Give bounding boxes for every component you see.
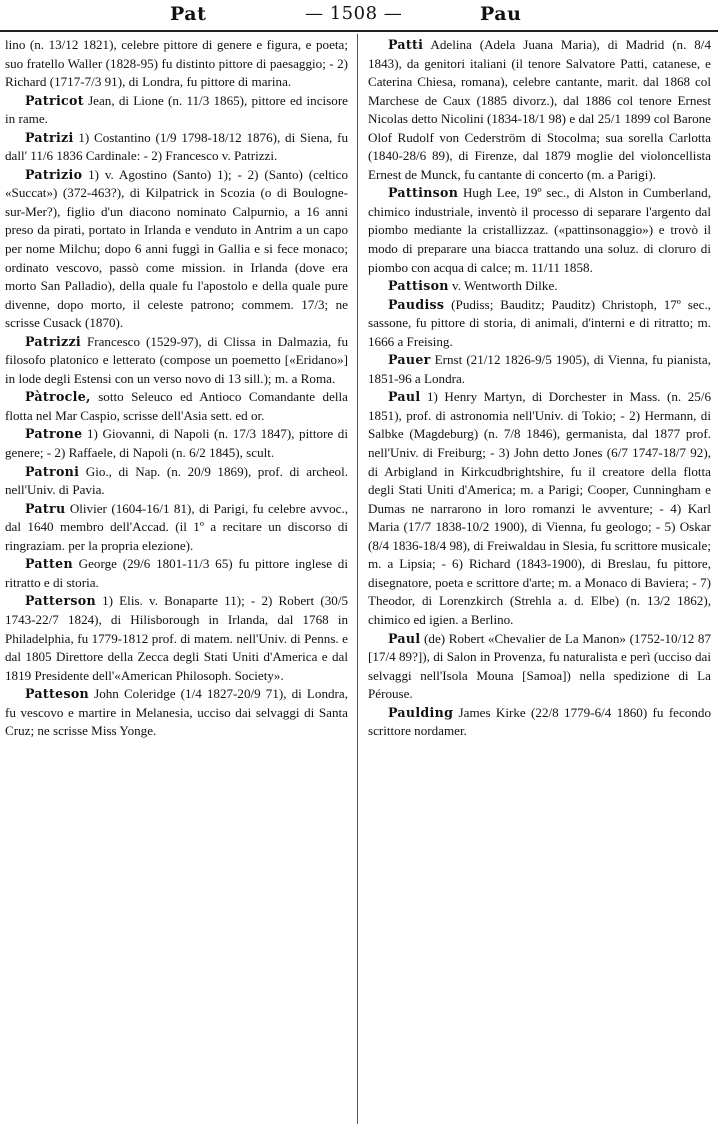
entry-text: 1) Giovanni, di Napoli (n. 17/3 1847), pittore di genere; - 2) Raffaele, di Napoli (n. 6/2 1845), scult. <box>5 426 348 461</box>
entry-patrizio <box>5 166 348 333</box>
entry-headword: Patrizio <box>25 166 83 182</box>
entry-headword: Patrizi <box>25 129 74 145</box>
page-header <box>0 0 718 30</box>
entry-headword: Pàtrocle, <box>25 389 91 405</box>
entry-patricot <box>5 92 348 129</box>
entry-patti <box>368 36 711 184</box>
entry-paudiss <box>368 296 711 352</box>
entry-text: James Kirke (22/8 1779-6/4 1860) fu fecondo scrittore nordamer. <box>368 704 711 739</box>
entry-headword: Pauer <box>388 352 431 368</box>
entry-patrocle <box>5 388 348 425</box>
entry-patrizzi <box>5 333 348 389</box>
header-right-guideword: Pau <box>480 3 522 25</box>
entry-text: Francesco (1529-97), di Clissa in Dalmazia, fu filosofo platonico e letterato (compose un poemetto [«Eridano»] in lode degli Estensi con un verso novo di 13 sill.); m. a Roma. <box>5 333 348 386</box>
entry-headword: Paul <box>388 630 421 646</box>
entry-patroni <box>5 463 348 500</box>
entry-text: Hugh Lee, 19º sec., di Alston in Cumberland, chimico industriale, inventò il processo di separare l'argento dal piombo mediante la cristallizzaz. («pattinsonaggio») e trovò il modo di preparare una biacca trattando una soluz. di cloruro di piombo con acqua di calce; m. 11/11 1858. <box>368 185 711 275</box>
entry-text: (Pudiss; Bauditz; Pauditz) Christoph, 17º sec., sassone, fu pittore di storia, di animali, d'interni e di ritratto; m. 1666 a Freising. <box>368 296 711 349</box>
entry-headword: Paul <box>388 389 421 405</box>
header-rule <box>0 30 718 32</box>
entry-headword: Paulding <box>388 704 454 720</box>
entry-patrone <box>5 425 348 462</box>
entry-headword: Patru <box>25 500 66 516</box>
entry-headword: Patrone <box>25 426 83 442</box>
entry-text: (de) Robert «Chevalier de La Manon» (1752-10/12 87 [17/4 89?]), di Salon in Provenza, fu naturalista e perì (ucciso dai selvaggi nell'Isola Mouna [Samoa]) nella spedizione di La Pérouse. <box>368 630 711 702</box>
entry-headword: Pattison <box>388 278 449 294</box>
entry-pauer <box>368 351 711 388</box>
entry-patteson <box>5 685 348 741</box>
entry-patru <box>5 500 348 556</box>
entry-headword: Patricot <box>25 92 84 108</box>
entry-text: 1) Elis. v. Bonaparte 11); - 2) Robert (30/5 1743-22/7 1824), di Hilisborough in Irlanda, dal 1768 in Philadelphia, fu 1779-1812 prof. di matem. nell'Univ. di Penns. e dal 1805 Direttore della Zecca degli Stati Uniti d'America e dal 1819 Presidente dell'«American Philosoph. Society». <box>5 593 348 683</box>
entry-headword: Patroni <box>25 463 80 479</box>
entry-pattinson <box>368 184 711 277</box>
entry-text: Ernst (21/12 1826-9/5 1905), di Vienna, fu pianista, 1851-96 a Londra. <box>368 352 711 386</box>
entry-paul-robert <box>368 630 711 704</box>
entry-text: sotto Seleuco ed Antioco Comandante della flotta nel Mar Caspio, scrisse dell'Asia sett. ed or. <box>5 389 348 423</box>
entry-patterson <box>5 592 348 685</box>
entry-headword: Pattinson <box>388 185 459 201</box>
entry-text: Olivier (1604-16/1 81), di Parigi, fu celebre avvoc., dal 1640 membro dell'Accad. (il 1º a recitare un discorso di ringraziam. per la propria elezione). <box>5 500 348 553</box>
entry-text: Jean, di Lione (n. 11/3 1865), pittore ed incisore in rame. <box>5 92 348 127</box>
entry-pattison <box>368 277 711 296</box>
entry-text: 1) Henry Martyn, di Dorchester in Mass. (n. 25/6 1851), prof. di astronomia nell'Univ. di Tokio; - 2) Hermann, di Salbke (Magdeburg) (n. 7/8 1846), germanista, dal 1877 prof. nell'Univ. di Freiburg; - 3) John detto Jones (6/7 1747-18/7 92), di Arbigland in Kirkcudbrightshire, fu il creatore della flotta degli Stati Uniti d'America; m. a Parigi; Cooper, Cunningham e Dumas ne narrarono in loro romanzi le avventure; - 4) Karl Maria (17/7 1838-10/2 1900), di Vienna, fu geologo; - 5) Oskar (8/4 1836-18/4 98), di Freiwaldau in Slesia, fu scrittore musicale; m. a Lipsia; - 6) Richard (1843-1900), di Breslau, fu pittore, disegnatore, poeta e scrittore d'arte; m. a Monaco di Baviera; - 7) Theodor, di Lorenzkirch (Strehla a. d. Elbe) (n. 13/2 1862), chimico ed igien. a Berlino. <box>368 389 711 627</box>
entry-text: v. Wentworth Dilke. <box>448 278 558 294</box>
page-number: — 1508 — <box>305 3 403 24</box>
entry-headword: Patterson <box>25 593 96 609</box>
column-divider <box>357 34 358 1124</box>
entry-headword: Paudiss <box>388 296 445 312</box>
entry-patten <box>5 555 348 592</box>
entry-headword: Patteson <box>25 686 89 702</box>
entry-paul <box>368 388 711 629</box>
entry-text: Adelina (Adela Juana Maria), di Madrid (n. 8/4 1843), da genitori italiani (il tenore Salvatore Patti, catanese, e Caterina Chiesa, romana), celebre cantante, marit. dal 1868 col Marchese de Caux (1885 divorz.), dal 1886 col tenore Ernest Nicolas detto Nicolini (1834-18/1 98) e dal 25/1 1899 col Barone Olof Rudolf von Cederström di Stocolma; sua sorella Carlotta (1840-28/6 89), di Firenze, dal 1879 moglie del violoncellista Ernest de Munck, fu cantante di concerto (m. a Parigi). <box>368 37 711 182</box>
entry-text: lino (n. 13/12 1821), celebre pittore di genere e figura, e poeta; suo fratello Waller (1828-95) fu distinto pittore di paesaggio; - 2) Richard (1717-7/3 91), di Londra, fu pittore di marina. <box>5 37 348 90</box>
entry-paulding <box>368 704 711 741</box>
entry-headword: Patten <box>25 556 73 572</box>
entry-text: George (29/6 1801-11/3 65) fu pittore inglese di ritratto e di storia. <box>5 556 348 590</box>
entry-headword: Patti <box>388 37 424 52</box>
header-left-guideword: Pat <box>170 3 207 25</box>
entry-text: 1) Costantino (1/9 1798-18/12 1876), di Siena, fu dall' 11/6 1836 Cardinale: - 2) Francesco v. Patrizzi. <box>5 129 348 164</box>
entry-patrizi <box>5 129 348 166</box>
right-column <box>368 36 711 741</box>
entry-headword: Patrizzi <box>25 333 82 349</box>
left-column <box>5 36 348 741</box>
entry-continuation <box>5 36 348 92</box>
entry-text: John Coleridge (1/4 1827-20/9 71), di Londra, fu vescovo e martire in Melanesia, ucciso dai selvaggi di Santa Cruz; ne scrisse Miss Yonge. <box>5 686 348 739</box>
entry-text: Gio., di Nap. (n. 20/9 1869), prof. di archeol. nell'Univ. di Pavia. <box>5 463 348 498</box>
entry-text: 1) v. Agostino (Santo) 1); - 2) (Santo) (celtico «Succat») (372-463?), di Kilpatrick in Scozia (o di Boulogne-sur-Mer?), figlio d'un diacono nominato Calpurnio, a 16 anni preso da pirati, portato in Irlanda e venduto in Antrim a un capo per nome Milchu; dopo 6 anni fuggì in Gallia e si fece monaco; ordinato vescovo, passò come mission. in Irlanda (dove era morto San Palladio), della quale fu l'apostolo e della quale pure divenne, dopo morto, il celeste patrono; commem. 17/3; ne scrisse Cusack (1870). <box>5 166 348 331</box>
